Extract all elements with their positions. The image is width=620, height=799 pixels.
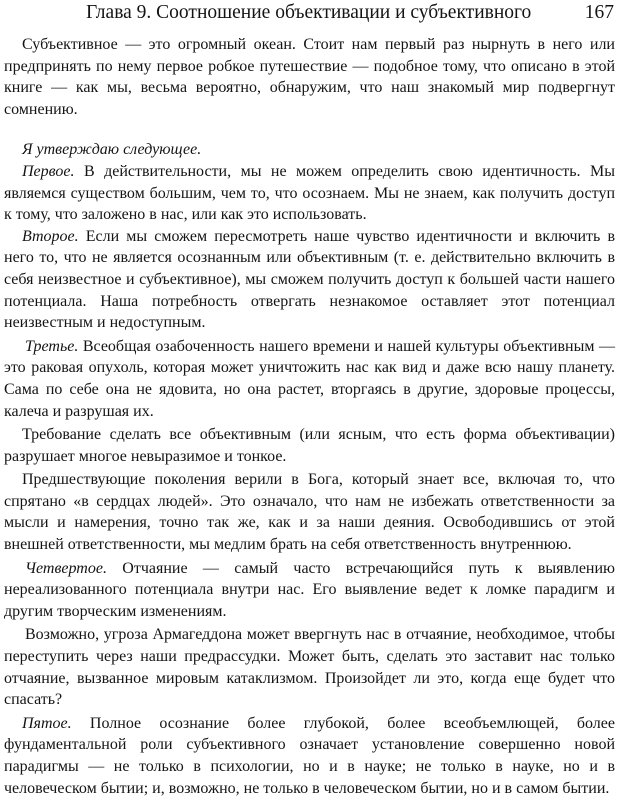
third-label: Третье. — [25, 337, 79, 355]
paragraph-third — [4, 336, 615, 422]
second-text: Если мы сможем пересмотреть наше чувство идентичности и включить в него то, что не является осознанным или объективным (т. е. действительно включить в себя неизвестное и субъективное), мы сможем получить доступ к большей части нашего потенциала. Наша потребность отвергать незнакомое оставляет этот потенциал неизвестным и недоступным. — [4, 227, 615, 332]
paragraph-armageddon: Возможно, угроза Армагеддона может ввергнуть нас в отчаяние, необходимое, чтобы переступить через наши предрассудки. Может быть, сделать это заставит нас только отчаяние, вызванное мировым катаклизмом. Произойдет ли это, когда еще будет что спасать? — [4, 626, 615, 709]
fifth-text: Полное осознание более глубокой, более всеобъемлющей, более фундаментальной роли субъективного означает установление совершенно новой парадигмы — не только в психологии, но и в науке; не только в науке, но и в человеческом бытии; и, возможно, не только в человеческом бытии, но и в самом бытии. — [4, 714, 615, 797]
fourth-label: Четвертое. — [25, 559, 107, 577]
first-text: В действительности, мы не можем определить свою идентичность. Мы являемся существом большим, чем то, что осознаем. Мы не знаем, как получить доступ к тому, что заложено в нас, или как это использовать. — [4, 162, 615, 224]
first-label: Первое. — [22, 162, 75, 180]
paragraph-intro: Субъективное — это огромный океан. Стоит нам первый раз нырнуть в него или предпринять по нему первое робкое путешествие — подобное тому, что описано в этой книге — как мы, весьма вероятно, обнаружим, что наш знакомый мир подвергнут сомнению. — [4, 36, 615, 118]
fourth-text: Отчаяние — самый часто встречающийся путь к выявлению нереализованного потенциала внутри нас. Его выявление ведет к ломке парадигм и другим творческим изменениям. — [4, 559, 615, 620]
paragraph-second — [4, 226, 615, 334]
paragraph-first — [4, 161, 615, 226]
running-header — [0, 2, 620, 28]
paragraph-fourth — [4, 558, 615, 623]
page-body — [4, 34, 615, 799]
chapter-title: Глава 9. Соотношение объективации и субъективного — [86, 2, 532, 23]
third-text: Всеобщая озабоченность нашего времени и нашей культуры объективным — это раковая опухоль, которая может уничтожить нас как вид и даже всю нашу планету. Сама по себе она не ядовита, но она растет, вторгаясь в другие, здоровые процессы, калеча и разрушая их. — [4, 337, 615, 420]
paragraph-previous: Предшествующие поколения верили в Бога, который знает все, включая то, что спрятано «в сердцах людей». Это означало, что нам не избежать ответственности за мысли и намерения, точно так же, как и за наши деяния. Освободившись от этой внешней ответственности, мы медлим брать на себя ответственность внутреннюю. — [4, 471, 615, 554]
page-number: 167 — [584, 2, 614, 23]
paragraph-fifth — [4, 713, 615, 799]
paragraph-assertion: Я утверждаю следующее. — [22, 141, 202, 159]
paragraph-demand: Требование сделать все объективным (или ясным, что есть форма объективации) разрушает многое невыразимое и тонкое. — [4, 426, 615, 465]
fifth-label: Пятое. — [22, 714, 72, 732]
second-label: Второе. — [22, 227, 79, 245]
